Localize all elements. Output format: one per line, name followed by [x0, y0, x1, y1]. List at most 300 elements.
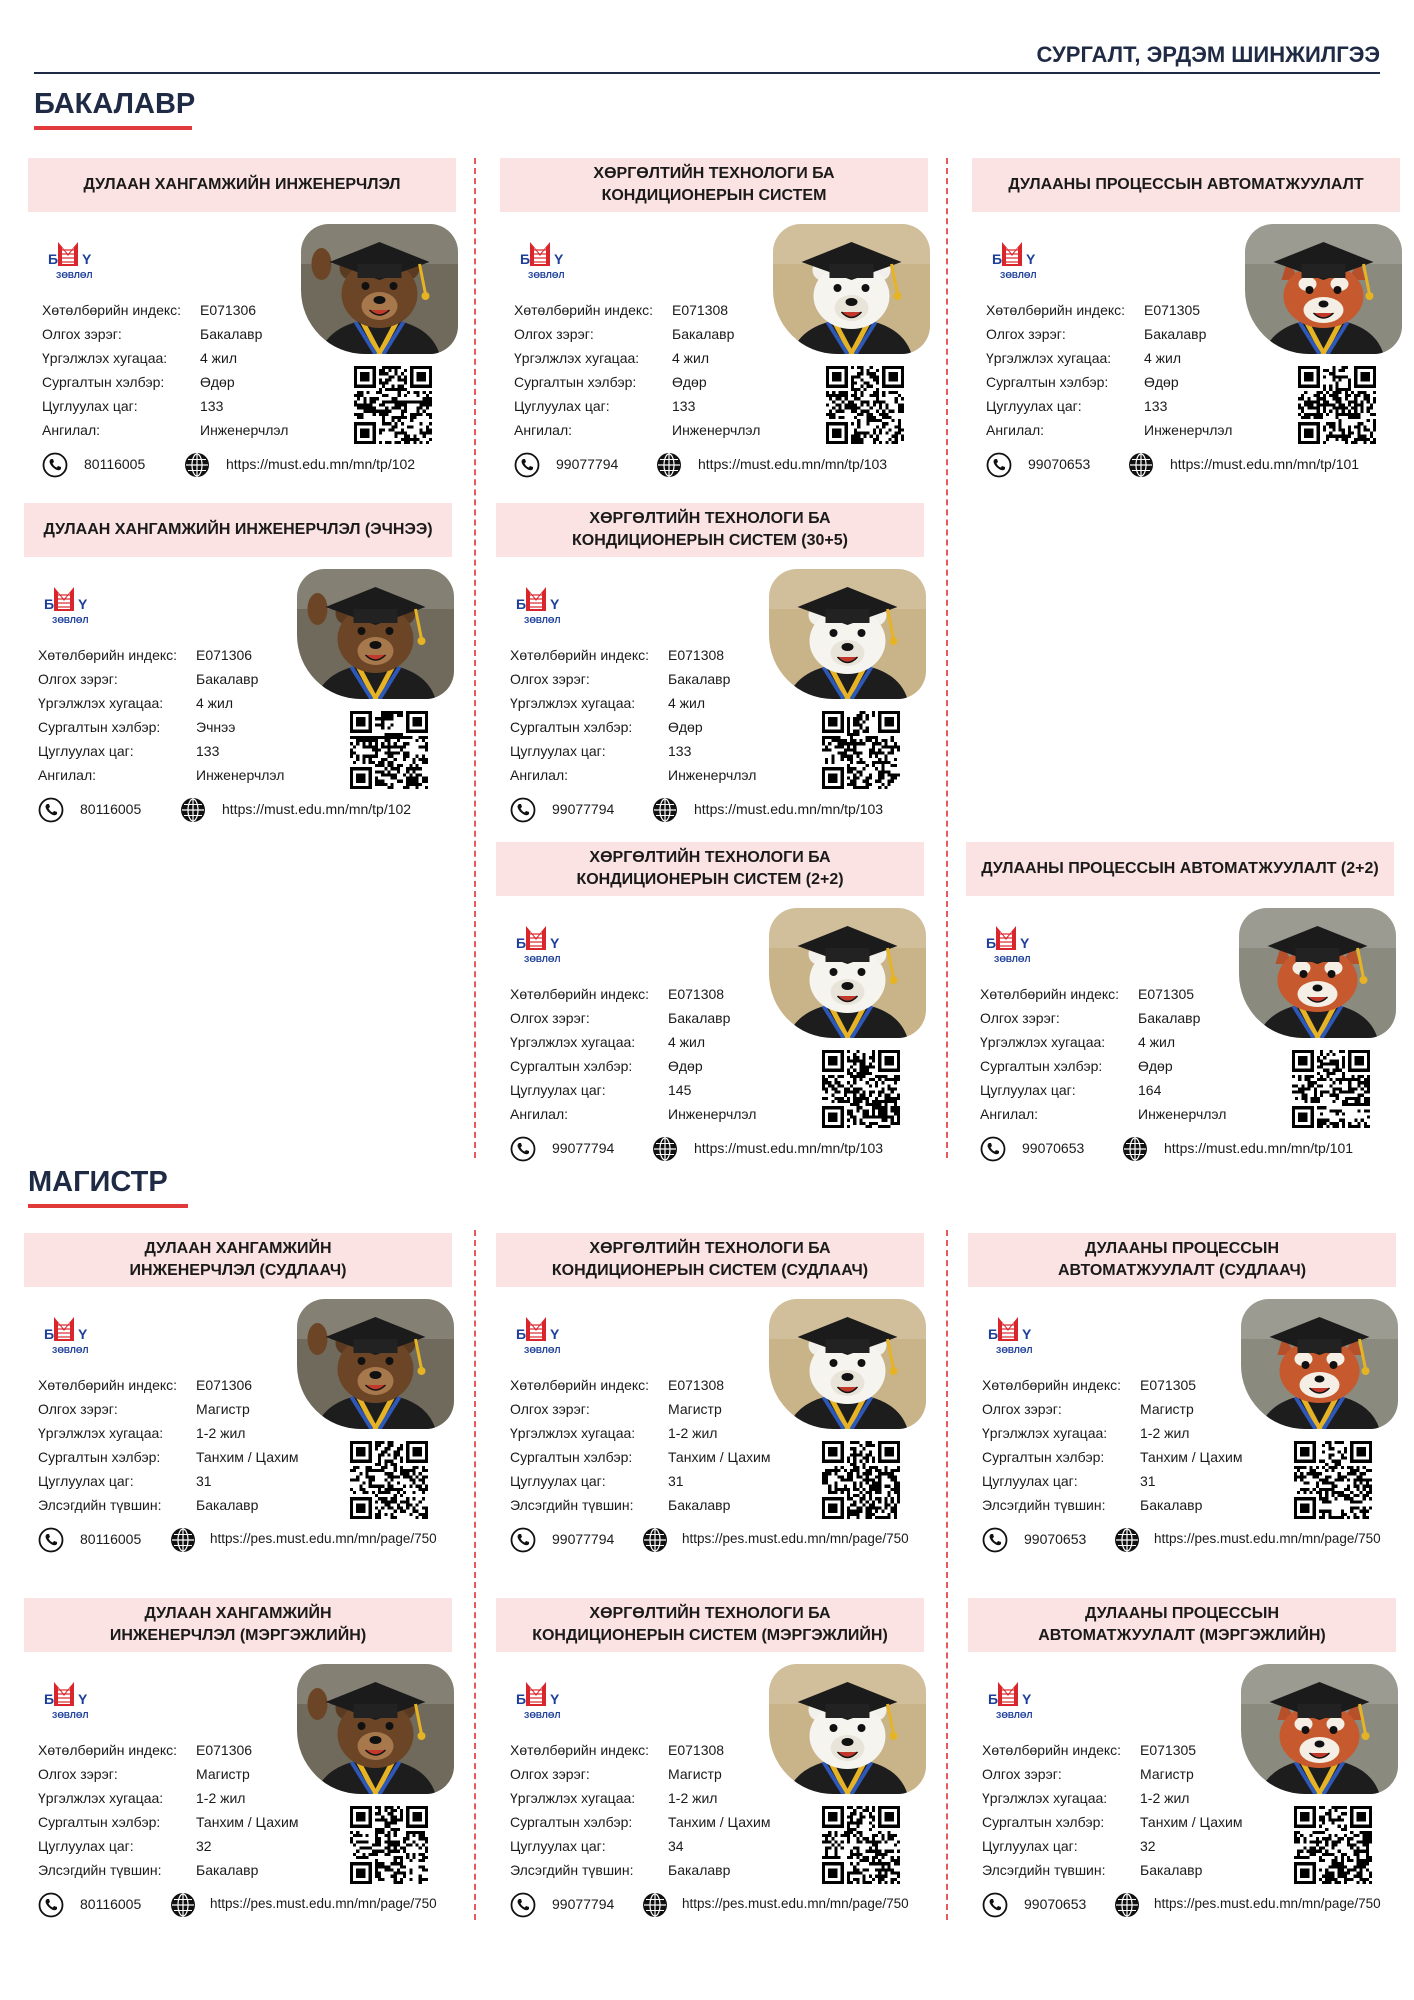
column-divider [474, 1230, 476, 1920]
degree-value: Бакалавр [1138, 1010, 1201, 1026]
svg-text:ЗӨВЛӨЛ: ЗӨВЛӨЛ [52, 1345, 89, 1355]
program-index-label: Хөтөлбөрийн индекс: [510, 1377, 650, 1393]
svg-text:Y: Y [82, 251, 92, 267]
globe-icon [170, 1527, 196, 1553]
credit-hours-value: 32 [1140, 1838, 1156, 1854]
credit-hours-label: Цуглуулах цаг: [510, 743, 606, 759]
svg-text:Б: Б [988, 1326, 999, 1342]
study-form-label: Сургалтын хэлбэр: [982, 1449, 1105, 1465]
program-index-label: Хөтөлбөрийн индекс: [510, 986, 650, 1002]
study-form-label: Сургалтын хэлбэр: [510, 1058, 633, 1074]
svg-text:Y: Y [550, 1691, 560, 1707]
category-value: Инженерчлэл [668, 767, 757, 783]
phone-number[interactable]: 99070653 [1024, 1531, 1087, 1547]
duration-value: 1-2 жил [196, 1425, 246, 1441]
duration-label: Үргэлжлэх хугацаа: [514, 350, 640, 366]
phone-number[interactable]: 99070653 [1022, 1140, 1085, 1156]
contact-row [510, 1890, 924, 1920]
study-form-value: Эчнээ [196, 719, 236, 735]
entry-level-label: Элсэгдийн түвшин: [510, 1862, 634, 1878]
credit-hours-value: 133 [668, 743, 692, 759]
duration-value: 1-2 жил [668, 1790, 718, 1806]
degree-value: Бакалавр [668, 1010, 731, 1026]
svg-text:ЗӨВЛӨЛ: ЗӨВЛӨЛ [1000, 270, 1037, 280]
globe-icon [184, 452, 210, 478]
credit-hours-value: 32 [196, 1838, 212, 1854]
duration-value: 1-2 жил [196, 1790, 246, 1806]
duration-label: Үргэлжлэх хугацаа: [986, 350, 1112, 366]
program-index-value: E071306 [196, 647, 253, 663]
degree-value: Магистр [668, 1401, 722, 1417]
red-panda-mascot-image [1241, 1664, 1398, 1794]
credit-hours-value: 145 [668, 1082, 692, 1098]
credit-hours-label: Цуглуулах цаг: [980, 1082, 1076, 1098]
entry-level-label: Элсэгдийн түвшин: [38, 1862, 162, 1878]
program-index-label: Хөтөлбөрийн индекс: [510, 1742, 650, 1758]
university-logo [984, 1680, 1046, 1722]
svg-text:Б: Б [44, 1326, 55, 1342]
university-logo [512, 1680, 574, 1722]
program-url-link[interactable]: https://pes.must.edu.mn/mn/page/750 [682, 1896, 909, 1911]
column-divider [474, 158, 476, 1158]
credit-hours-value: 133 [672, 398, 696, 414]
degree-value: Магистр [196, 1766, 250, 1782]
program-index-value: E071305 [1140, 1377, 1197, 1393]
red-panda-mascot-image [1241, 1299, 1398, 1429]
degree-label: Олгох зэрэг: [510, 1010, 590, 1026]
duration-label: Үргэлжлэх хугацаа: [38, 695, 164, 711]
polar-bear-mascot-image [769, 569, 926, 699]
program-url-link[interactable]: https://must.edu.mn/mn/tp/101 [1164, 1140, 1354, 1156]
phone-number[interactable]: 99070653 [1028, 456, 1091, 472]
program-url-link[interactable]: https://must.edu.mn/mn/tp/103 [698, 456, 888, 472]
phone-number[interactable]: 99070653 [1024, 1896, 1087, 1912]
phone-icon [510, 1892, 536, 1918]
category-label: Ангилал: [986, 422, 1045, 438]
svg-text:ЗӨВЛӨЛ: ЗӨВЛӨЛ [52, 1710, 89, 1720]
entry-level-value: Бакалавр [1140, 1862, 1203, 1878]
study-form-label: Сургалтын хэлбэр: [986, 374, 1109, 390]
credit-hours-value: 31 [196, 1473, 212, 1489]
program-url-link[interactable]: https://must.edu.mn/mn/tp/103 [694, 1140, 884, 1156]
credit-hours-value: 164 [1138, 1082, 1162, 1098]
study-form-label: Сургалтын хэлбэр: [42, 374, 165, 390]
duration-label: Үргэлжлэх хугацаа: [38, 1790, 164, 1806]
phone-icon [42, 452, 68, 478]
university-logo [40, 1680, 102, 1722]
study-form-label: Сургалтын хэлбэр: [510, 1449, 633, 1465]
category-label: Ангилал: [38, 767, 97, 783]
program-card [496, 1598, 924, 1938]
section-underline-bachelor [34, 126, 192, 130]
program-url-link[interactable]: https://pes.must.edu.mn/mn/page/750 [682, 1531, 909, 1546]
polar-bear-mascot-image [769, 1664, 926, 1794]
study-form-label: Сургалтын хэлбэр: [510, 719, 633, 735]
phone-number[interactable]: 99077794 [552, 1531, 615, 1547]
program-title: ДУЛААНЫ ПРОЦЕССЫН АВТОМАТЖУУЛАЛТ (СУДЛААЧ) [968, 1233, 1396, 1287]
contact-row [38, 795, 452, 825]
qr-code[interactable] [1292, 1050, 1370, 1128]
program-index-value: E071305 [1140, 1742, 1197, 1758]
program-url-link[interactable]: https://must.edu.mn/mn/tp/102 [226, 456, 416, 472]
category-label: Ангилал: [980, 1106, 1039, 1122]
program-index-label: Хөтөлбөрийн индекс: [986, 302, 1126, 318]
program-card [972, 158, 1400, 498]
study-form-value: Танхим / Цахим [668, 1814, 771, 1830]
globe-icon [1114, 1527, 1140, 1553]
program-index-label: Хөтөлбөрийн индекс: [982, 1742, 1122, 1758]
program-card [496, 842, 924, 1182]
qr-code[interactable] [826, 366, 904, 444]
program-title: ДУЛААН ХАНГАМЖИЙН ИНЖЕНЕРЧЛЭЛ [28, 158, 456, 212]
svg-text:Y: Y [554, 251, 564, 267]
qr-code[interactable] [822, 711, 900, 789]
program-index-label: Хөтөлбөрийн индекс: [42, 302, 182, 318]
university-logo [40, 1315, 102, 1357]
entry-level-value: Бакалавр [1140, 1497, 1203, 1513]
svg-text:Б: Б [516, 1691, 527, 1707]
duration-value: 1-2 жил [668, 1425, 718, 1441]
page-header-title: СУРГАЛТ, ЭРДЭМ ШИНЖИЛГЭЭ [1036, 42, 1380, 67]
program-card [24, 1598, 452, 1938]
program-url-link[interactable]: https://must.edu.mn/mn/tp/101 [1170, 456, 1360, 472]
svg-text:Y: Y [550, 596, 560, 612]
column-divider [946, 1230, 948, 1920]
globe-icon [642, 1527, 668, 1553]
phone-number[interactable]: 99077794 [552, 1896, 615, 1912]
program-index-label: Хөтөлбөрийн индекс: [510, 647, 650, 663]
credit-hours-label: Цуглуулах цаг: [38, 743, 134, 759]
entry-level-value: Бакалавр [196, 1497, 259, 1513]
globe-icon [652, 1136, 678, 1162]
degree-value: Бакалавр [668, 671, 731, 687]
university-logo [512, 924, 574, 966]
credit-hours-label: Цуглуулах цаг: [510, 1838, 606, 1854]
duration-label: Үргэлжлэх хугацаа: [510, 1034, 636, 1050]
phone-number[interactable]: 99077794 [552, 1140, 615, 1156]
study-form-value: Өдөр [200, 374, 235, 390]
degree-label: Олгох зэрэг: [982, 1766, 1062, 1782]
duration-value: 4 жил [1144, 350, 1182, 366]
degree-value: Магистр [1140, 1401, 1194, 1417]
svg-text:ЗӨВЛӨЛ: ЗӨВЛӨЛ [528, 270, 565, 280]
qr-code[interactable] [822, 1050, 900, 1128]
contact-row [38, 1525, 452, 1555]
degree-label: Олгох зэрэг: [38, 1401, 118, 1417]
category-label: Ангилал: [514, 422, 573, 438]
svg-text:ЗӨВЛӨЛ: ЗӨВЛӨЛ [56, 270, 93, 280]
university-logo [512, 1315, 574, 1357]
degree-label: Олгох зэрэг: [38, 1766, 118, 1782]
degree-value: Бакалавр [196, 671, 259, 687]
phone-number[interactable]: 80116005 [80, 801, 142, 817]
degree-label: Олгох зэрэг: [986, 326, 1066, 342]
svg-text:Б: Б [520, 251, 531, 267]
svg-text:Y: Y [550, 1326, 560, 1342]
study-form-value: Өдөр [668, 1058, 703, 1074]
duration-label: Үргэлжлэх хугацаа: [980, 1034, 1106, 1050]
qr-code[interactable] [1294, 1441, 1372, 1519]
degree-label: Олгох зэрэг: [42, 326, 122, 342]
study-form-value: Танхим / Цахим [668, 1449, 771, 1465]
university-logo [982, 924, 1044, 966]
globe-icon [180, 797, 206, 823]
degree-label: Олгох зэрэг: [38, 671, 118, 687]
contact-row [982, 1525, 1396, 1555]
svg-text:Б: Б [992, 251, 1003, 267]
globe-icon [656, 452, 682, 478]
entry-level-value: Бакалавр [196, 1862, 259, 1878]
qr-code[interactable] [822, 1441, 900, 1519]
credit-hours-label: Цуглуулах цаг: [982, 1473, 1078, 1489]
program-title: ХӨРГӨЛТИЙН ТЕХНОЛОГИ БА КОНДИЦИОНЕРЫН СИСТЕМ (30+5) [496, 503, 924, 557]
phone-icon [982, 1892, 1008, 1918]
svg-text:ЗӨВЛӨЛ: ЗӨВЛӨЛ [996, 1345, 1033, 1355]
category-value: Инженерчлэл [1138, 1106, 1227, 1122]
credit-hours-value: 133 [200, 398, 224, 414]
program-url-link[interactable]: https://must.edu.mn/mn/tp/103 [694, 801, 884, 817]
phone-icon [38, 1892, 64, 1918]
svg-text:Б: Б [48, 251, 59, 267]
svg-text:Y: Y [78, 596, 88, 612]
study-form-label: Сургалтын хэлбэр: [38, 1814, 161, 1830]
category-label: Ангилал: [510, 1106, 569, 1122]
contact-row [42, 450, 456, 480]
svg-text:Y: Y [78, 1691, 88, 1707]
entry-level-value: Бакалавр [668, 1862, 731, 1878]
program-url-link[interactable]: https://pes.must.edu.mn/mn/page/750 [210, 1531, 437, 1546]
study-form-value: Өдөр [1138, 1058, 1173, 1074]
svg-text:ЗӨВЛӨЛ: ЗӨВЛӨЛ [524, 954, 561, 964]
phone-number[interactable]: 99077794 [552, 801, 615, 817]
header-divider [34, 72, 1380, 74]
credit-hours-label: Цуглуулах цаг: [514, 398, 610, 414]
program-url-link[interactable]: https://must.edu.mn/mn/tp/102 [222, 801, 412, 817]
qr-code[interactable] [350, 1441, 428, 1519]
globe-icon [1128, 452, 1154, 478]
study-form-label: Сургалтын хэлбэр: [982, 1814, 1105, 1830]
university-logo [44, 240, 106, 282]
degree-value: Магистр [196, 1401, 250, 1417]
program-index-label: Хөтөлбөрийн индекс: [982, 1377, 1122, 1393]
contact-row [510, 1525, 924, 1555]
contact-row [982, 1890, 1396, 1920]
polar-bear-mascot-image [769, 1299, 926, 1429]
svg-text:Б: Б [44, 596, 55, 612]
qr-code[interactable] [350, 1806, 428, 1884]
program-card [28, 158, 456, 498]
duration-label: Үргэлжлэх хугацаа: [510, 695, 636, 711]
program-index-label: Хөтөлбөрийн индекс: [38, 647, 178, 663]
qr-code[interactable] [1298, 366, 1376, 444]
program-card [968, 1598, 1396, 1938]
red-panda-mascot-image [1245, 224, 1402, 354]
phone-number[interactable]: 80116005 [84, 456, 146, 472]
program-index-value: E071305 [1144, 302, 1201, 318]
study-form-label: Сургалтын хэлбэр: [510, 1814, 633, 1830]
bear-mascot-image [297, 1664, 454, 1794]
contact-row [986, 450, 1400, 480]
duration-value: 4 жил [668, 1034, 706, 1050]
degree-value: Бакалавр [672, 326, 735, 342]
duration-value: 4 жил [1138, 1034, 1176, 1050]
program-title: ДУЛААНЫ ПРОЦЕССЫН АВТОМАТЖУУЛАЛТ (МЭРГЭЖЛИЙН) [968, 1598, 1396, 1652]
duration-value: 4 жил [668, 695, 706, 711]
university-logo [516, 240, 578, 282]
program-index-value: E071308 [672, 302, 729, 318]
credit-hours-label: Цуглуулах цаг: [38, 1838, 134, 1854]
phone-icon [510, 1527, 536, 1553]
section-underline-master [28, 1204, 188, 1208]
program-url-link[interactable]: https://pes.must.edu.mn/mn/page/750 [1154, 1531, 1381, 1546]
program-title: ДУЛААН ХАНГАМЖИЙН ИНЖЕНЕРЧЛЭЛ (СУДЛААЧ) [24, 1233, 452, 1287]
study-form-value: Танхим / Цахим [196, 1449, 299, 1465]
degree-value: Бакалавр [1144, 326, 1207, 342]
program-index-label: Хөтөлбөрийн индекс: [514, 302, 654, 318]
qr-code[interactable] [1294, 1806, 1372, 1884]
category-value: Инженерчлэл [672, 422, 761, 438]
section-title-master: МАГИСТР [28, 1166, 168, 1198]
program-card [24, 503, 452, 843]
svg-text:ЗӨВЛӨЛ: ЗӨВЛӨЛ [52, 615, 89, 625]
credit-hours-value: 133 [1144, 398, 1168, 414]
duration-label: Үргэлжлэх хугацаа: [982, 1425, 1108, 1441]
university-logo [988, 240, 1050, 282]
phone-number[interactable]: 99077794 [556, 456, 619, 472]
university-logo [984, 1315, 1046, 1357]
contact-row [980, 1134, 1394, 1164]
study-form-label: Сургалтын хэлбэр: [514, 374, 637, 390]
program-title: ХӨРГӨЛТИЙН ТЕХНОЛОГИ БА КОНДИЦИОНЕРЫН СИСТЕМ (МЭРГЭЖЛИЙН) [496, 1598, 924, 1652]
duration-value: 1-2 жил [1140, 1790, 1190, 1806]
svg-text:Y: Y [78, 1326, 88, 1342]
duration-label: Үргэлжлэх хугацаа: [982, 1790, 1108, 1806]
globe-icon [170, 1892, 196, 1918]
duration-label: Үргэлжлэх хугацаа: [510, 1425, 636, 1441]
duration-label: Үргэлжлэх хугацаа: [510, 1790, 636, 1806]
qr-code[interactable] [822, 1806, 900, 1884]
degree-label: Олгох зэрэг: [982, 1401, 1062, 1417]
program-title: ХӨРГӨЛТИЙН ТЕХНОЛОГИ БА КОНДИЦИОНЕРЫН СИСТЕМ (2+2) [496, 842, 924, 896]
category-label: Ангилал: [510, 767, 569, 783]
credit-hours-label: Цуглуулах цаг: [510, 1473, 606, 1489]
credit-hours-value: 31 [668, 1473, 684, 1489]
phone-icon [514, 452, 540, 478]
study-form-label: Сургалтын хэлбэр: [38, 719, 161, 735]
entry-level-value: Бакалавр [668, 1497, 731, 1513]
contact-row [514, 450, 928, 480]
qr-code[interactable] [350, 711, 428, 789]
phone-number[interactable]: 80116005 [80, 1896, 142, 1912]
polar-bear-mascot-image [769, 908, 926, 1038]
program-index-value: E071308 [668, 986, 725, 1002]
program-title: ДУЛААН ХАНГАМЖИЙН ИНЖЕНЕРЧЛЭЛ (МЭРГЭЖЛИЙН) [24, 1598, 452, 1652]
degree-value: Магистр [1140, 1766, 1194, 1782]
phone-icon [980, 1136, 1006, 1162]
program-index-label: Хөтөлбөрийн индекс: [38, 1742, 178, 1758]
duration-value: 4 жил [200, 350, 238, 366]
section-title-bachelor: БАКАЛАВР [34, 88, 196, 120]
contact-row [510, 1134, 924, 1164]
entry-level-label: Элсэгдийн түвшин: [982, 1497, 1106, 1513]
svg-text:Б: Б [516, 596, 527, 612]
program-card [496, 1233, 924, 1573]
phone-icon [982, 1527, 1008, 1553]
program-index-value: E071305 [1138, 986, 1195, 1002]
degree-value: Бакалавр [200, 326, 263, 342]
phone-icon [38, 1527, 64, 1553]
university-logo [512, 585, 574, 627]
program-card [968, 1233, 1396, 1573]
bear-mascot-image [297, 569, 454, 699]
svg-text:Б: Б [516, 935, 527, 951]
degree-label: Олгох зэрэг: [510, 671, 590, 687]
category-value: Инженерчлэл [196, 767, 285, 783]
program-index-value: E071306 [196, 1377, 253, 1393]
svg-text:Б: Б [44, 1691, 55, 1707]
phone-number[interactable]: 80116005 [80, 1531, 142, 1547]
credit-hours-value: 34 [668, 1838, 684, 1854]
credit-hours-label: Цуглуулах цаг: [38, 1473, 134, 1489]
degree-label: Олгох зэрэг: [980, 1010, 1060, 1026]
study-form-label: Сургалтын хэлбэр: [38, 1449, 161, 1465]
study-form-value: Танхим / Цахим [196, 1814, 299, 1830]
svg-text:Б: Б [516, 1326, 527, 1342]
program-url-link[interactable]: https://pes.must.edu.mn/mn/page/750 [1154, 1896, 1381, 1911]
svg-text:Б: Б [988, 1691, 999, 1707]
column-divider [946, 158, 948, 1158]
program-card [500, 158, 928, 498]
duration-value: 4 жил [672, 350, 710, 366]
entry-level-label: Элсэгдийн түвшин: [982, 1862, 1106, 1878]
program-title: ДУЛААН ХАНГАМЖИЙН ИНЖЕНЕРЧЛЭЛ (ЭЧНЭЭ) [24, 503, 452, 557]
program-title: ДУЛААНЫ ПРОЦЕССЫН АВТОМАТЖУУЛАЛТ [972, 158, 1400, 212]
duration-label: Үргэлжлэх хугацаа: [38, 1425, 164, 1441]
phone-icon [510, 1136, 536, 1162]
bear-mascot-image [301, 224, 458, 354]
category-value: Инженерчлэл [1144, 422, 1233, 438]
program-title: ХӨРГӨЛТИЙН ТЕХНОЛОГИ БА КОНДИЦИОНЕРЫН СИСТЕМ (СУДЛААЧ) [496, 1233, 924, 1287]
contact-row [38, 1890, 452, 1920]
degree-label: Олгох зэрэг: [510, 1401, 590, 1417]
qr-code[interactable] [354, 366, 432, 444]
entry-level-label: Элсэгдийн түвшин: [38, 1497, 162, 1513]
credit-hours-label: Цуглуулах цаг: [982, 1838, 1078, 1854]
red-panda-mascot-image [1239, 908, 1396, 1038]
study-form-value: Танхим / Цахим [1140, 1814, 1243, 1830]
credit-hours-label: Цуглуулах цаг: [42, 398, 138, 414]
globe-icon [1122, 1136, 1148, 1162]
degree-value: Магистр [668, 1766, 722, 1782]
category-value: Инженерчлэл [200, 422, 289, 438]
svg-text:Y: Y [550, 935, 560, 951]
program-index-value: E071306 [200, 302, 257, 318]
svg-text:Б: Б [986, 935, 997, 951]
program-card [496, 503, 924, 843]
program-index-label: Хөтөлбөрийн индекс: [38, 1377, 178, 1393]
program-index-value: E071308 [668, 647, 725, 663]
svg-text:ЗӨВЛӨЛ: ЗӨВЛӨЛ [994, 954, 1031, 964]
credit-hours-value: 31 [1140, 1473, 1156, 1489]
credit-hours-label: Цуглуулах цаг: [510, 1082, 606, 1098]
university-logo [40, 585, 102, 627]
svg-text:ЗӨВЛӨЛ: ЗӨВЛӨЛ [524, 1345, 561, 1355]
program-url-link[interactable]: https://pes.must.edu.mn/mn/page/750 [210, 1896, 437, 1911]
credit-hours-value: 133 [196, 743, 220, 759]
program-index-value: E071306 [196, 1742, 253, 1758]
polar-bear-mascot-image [773, 224, 930, 354]
svg-text:Y: Y [1020, 935, 1030, 951]
